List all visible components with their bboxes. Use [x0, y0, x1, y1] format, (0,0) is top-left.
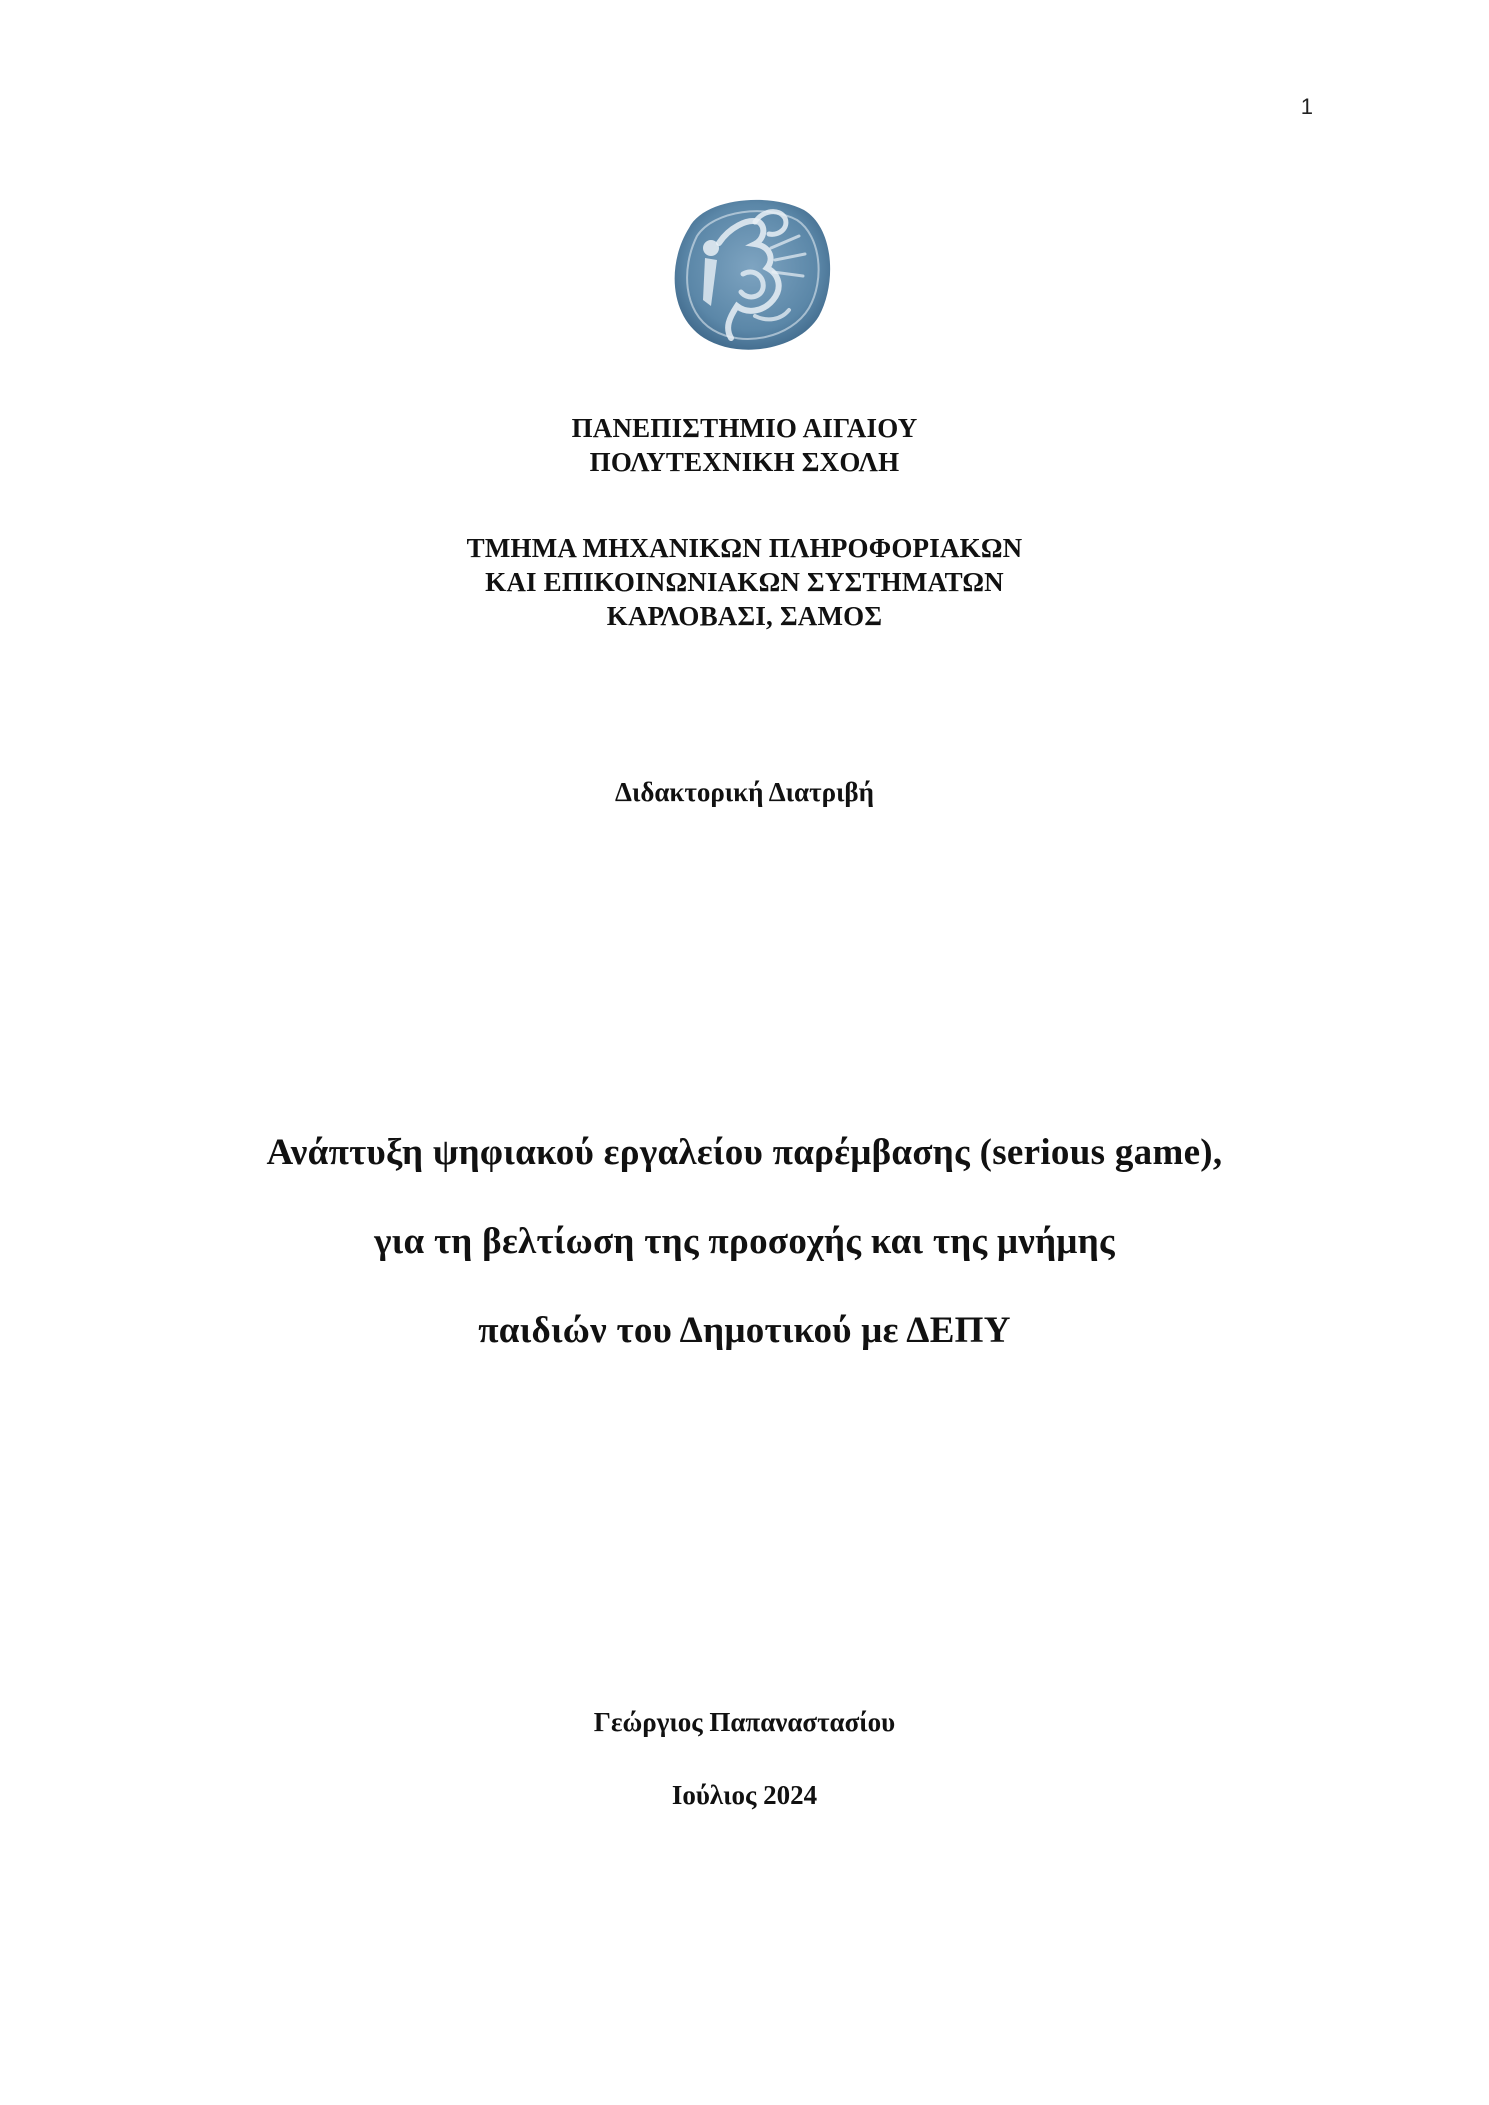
publication-date: Ιούλιος 2024	[671, 1780, 818, 1810]
page-number: 1	[1300, 94, 1313, 119]
title-line2: για τη βελτίωση της προσοχής και της μνήμης	[374, 1221, 1115, 1262]
department-name-line2: ΚΑΙ ΕΠΙΚΟΙΝΩΝΙΑΚΩΝ ΣΥΣΤΗΜΑΤΩΝ	[485, 567, 1004, 597]
department-name-line1: ΤΜΗΜΑ ΜΗΧΑΝΙΚΩΝ ΠΛΗΡΟΦΟΡΙΑΚΩΝ	[466, 533, 1023, 563]
title-line1: Ανάπτυξη ψηφιακού εργαλείου παρέμβασης (serious game),	[266, 1132, 1223, 1173]
university-name: ΠΑΝΕΠΙΣΤΗΜΙΟ ΑΙΓΑΙΟΥ	[571, 413, 918, 443]
document-type: Διδακτορική Διατριβή	[615, 777, 874, 807]
title-line3: παιδιών του Δημοτικού με ΔΕΠΥ	[478, 1310, 1011, 1351]
author-name: Γεώργιος Παπαναστασίου	[593, 1707, 896, 1737]
school-name: ΠΟΛΥΤΕΧΝΙΚΗ ΣΧΟΛΗ	[589, 447, 900, 477]
university-seal-icon	[659, 188, 837, 358]
location: ΚΑΡΛΟΒΑΣΙ, ΣΑΜΟΣ	[606, 601, 883, 631]
